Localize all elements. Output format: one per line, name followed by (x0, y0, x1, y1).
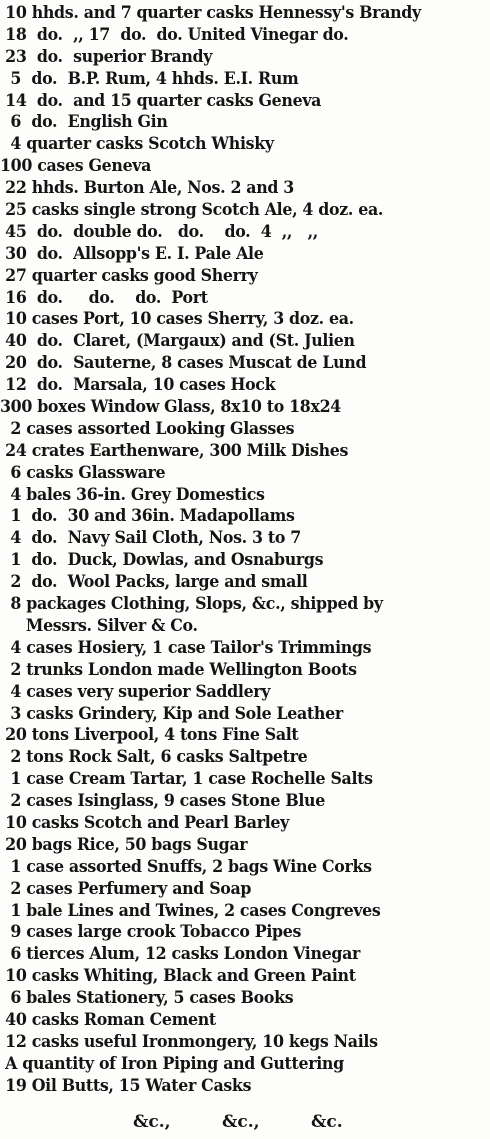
list-item: 20 bags Rice, 50 bags Sugar (0, 834, 248, 855)
list-item: 6 do. English Gin (0, 112, 168, 133)
list-item: 20 tons Liverpool, 4 tons Fine Salt (0, 725, 299, 746)
cargo-list (0, 3, 490, 1098)
list-item: 30 do. Allsopp's E. I. Pale Ale (0, 243, 264, 264)
etc-1: &c., (133, 1112, 171, 1132)
list-item: 12 do. Marsala, 10 cases Hock (0, 375, 276, 396)
list-item: 4 bales 36-in. Grey Domestics (0, 484, 265, 505)
list-item: 40 do. Claret, (Margaux) and (St. Julien (0, 331, 355, 352)
list-item: 25 casks single strong Scotch Ale, 4 doz. ea. (0, 200, 384, 221)
list-item: 1 case Cream Tartar, 1 case Rochelle Salts (0, 769, 373, 790)
list-item: 4 cases Hosiery, 1 case Tailor's Trimmings (0, 637, 372, 658)
list-item: 5 do. B.P. Rum, 4 hhds. E.I. Rum (0, 68, 299, 89)
list-item: 45 do. double do. do. do. 4 ,, ,, (0, 221, 318, 242)
list-item: 2 cases Perfumery and Soap (0, 878, 252, 899)
list-item: 4 quarter casks Scotch Whisky (0, 134, 274, 155)
list-item: 300 boxes Window Glass, 8x10 to 18x24 (0, 397, 341, 418)
list-item: 2 tons Rock Salt, 6 casks Saltpetre (0, 747, 308, 768)
list-item: 1 bale Lines and Twines, 2 cases Congreves (0, 900, 381, 921)
list-item: 3 casks Grindery, Kip and Sole Leather (0, 703, 343, 724)
list-item: 19 Oil Butts, 15 Water Casks (0, 1075, 252, 1096)
list-footer (0, 1112, 490, 1136)
list-item: 22 hhds. Burton Ale, Nos. 2 and 3 (0, 178, 294, 199)
list-item: 1 do. 30 and 36in. Madapollams (0, 506, 295, 527)
list-item: 2 do. Wool Packs, large and small (0, 572, 308, 593)
list-item: 2 cases Isinglass, 9 cases Stone Blue (0, 791, 325, 812)
list-item: 6 bales Stationery, 5 cases Books (0, 988, 294, 1009)
list-item: 1 case assorted Snuffs, 2 bags Wine Corks (0, 856, 372, 877)
list-item: 8 packages Clothing, Slops, &c., shipped by (0, 594, 383, 615)
etc-3: &c. (311, 1112, 343, 1132)
list-item: 27 quarter casks good Sherry (0, 265, 258, 286)
list-item: 4 cases very superior Saddlery (0, 681, 271, 702)
list-item: 10 cases Port, 10 cases Sherry, 3 doz. ea. (0, 309, 354, 330)
list-item: 14 do. and 15 quarter casks Geneva (0, 90, 322, 111)
list-item: 10 hhds. and 7 quarter casks Hennessy's Brandy (0, 3, 421, 23)
list-item: 2 trunks London made Wellington Boots (0, 659, 357, 680)
list-item: 23 do. superior Brandy (0, 46, 213, 67)
list-item: 4 do. Navy Sail Cloth, Nos. 3 to 7 (0, 528, 301, 549)
list-item: 20 do. Sauterne, 8 cases Muscat de Lund (0, 353, 367, 374)
list-item: 2 cases assorted Looking Glasses (0, 418, 295, 439)
list-item: 9 cases large crook Tobacco Pipes (0, 922, 302, 943)
list-item: 6 tierces Alum, 12 casks London Vinegar (0, 944, 361, 965)
list-item: 40 casks Roman Cement (0, 1009, 216, 1030)
list-item: 18 do. ,, 17 do. do. United Vinegar do. (0, 24, 349, 45)
list-item: 24 crates Earthenware, 300 Milk Dishes (0, 440, 349, 461)
list-item: 6 casks Glassware (0, 462, 166, 483)
list-item: 10 casks Scotch and Pearl Barley (0, 812, 290, 833)
list-item: 100 cases Geneva (0, 156, 152, 177)
list-item: 10 casks Whiting, Black and Green Paint (0, 966, 356, 987)
list-item: Messrs. Silver & Co. (0, 615, 198, 636)
etc-2: &c., (222, 1112, 260, 1132)
list-item: 1 do. Duck, Dowlas, and Osnaburgs (0, 550, 324, 571)
list-item: A quantity of Iron Piping and Guttering (0, 1053, 344, 1074)
list-item: 16 do. do. do. Port (0, 287, 208, 308)
list-item: 12 casks useful Ironmongery, 10 kegs Nails (0, 1031, 378, 1052)
